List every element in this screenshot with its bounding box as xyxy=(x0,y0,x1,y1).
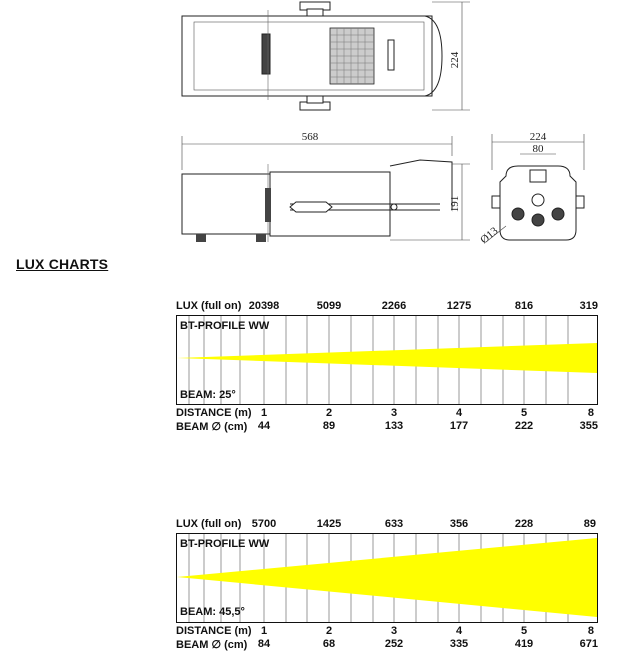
beam-diameter-value: 335 xyxy=(449,638,469,650)
distance-value: 5 xyxy=(520,407,528,419)
beam-diameter-label: BEAM ∅ (cm) xyxy=(176,421,248,433)
distance-value: 2 xyxy=(325,407,333,419)
distance-label: DISTANCE (m) xyxy=(176,625,252,637)
distance-value: 2 xyxy=(325,625,333,637)
model-label: BT-PROFILE WW xyxy=(180,538,270,550)
beam-diameter-value: 44 xyxy=(257,420,271,432)
distance-value: 4 xyxy=(455,625,463,637)
top-view-drawing xyxy=(170,0,480,112)
lux-value: 1275 xyxy=(446,300,472,312)
beam-diameter-value: 419 xyxy=(514,638,534,650)
model-label: BT-PROFILE WW xyxy=(180,320,270,332)
lux-chart-2 xyxy=(176,516,606,666)
lux-value: 633 xyxy=(384,518,404,530)
distance-value: 1 xyxy=(260,625,268,637)
beam-diameter-value: 177 xyxy=(449,420,469,432)
beam-diameter-value: 355 xyxy=(579,420,598,432)
front-inner-dim: 80 xyxy=(532,143,544,155)
beam-diameter-label: BEAM ∅ (cm) xyxy=(176,639,248,651)
beam-diameter-value: 84 xyxy=(257,638,271,650)
distance-value: 8 xyxy=(587,407,594,419)
lux-label: LUX (full on) xyxy=(176,300,242,312)
side-length-dim: 568 xyxy=(301,131,319,143)
top-height-dim: 224 xyxy=(449,51,461,69)
distance-value: 3 xyxy=(390,625,398,637)
lux-value: 816 xyxy=(514,300,534,312)
lux-value: 5700 xyxy=(251,518,277,530)
beam-diameter-value: 252 xyxy=(384,638,404,650)
side-height-dim: 191 xyxy=(449,195,461,213)
lux-chart-1 xyxy=(176,298,606,448)
beam-angle-label: BEAM: 25° xyxy=(180,389,236,401)
lux-value: 228 xyxy=(514,518,534,530)
lux-value: 319 xyxy=(579,300,598,312)
distance-value: 3 xyxy=(390,407,398,419)
distance-value: 5 xyxy=(520,625,528,637)
distance-label: DISTANCE (m) xyxy=(176,407,252,419)
lux-value: 356 xyxy=(449,518,469,530)
beam-diameter-value: 671 xyxy=(579,638,598,650)
lux-value: 89 xyxy=(583,518,596,530)
lux-label: LUX (full on) xyxy=(176,518,242,530)
front-width-dim: 224 xyxy=(529,131,547,143)
beam-diameter-value: 89 xyxy=(322,420,336,432)
lux-value: 1425 xyxy=(316,518,342,530)
lux-value: 2266 xyxy=(381,300,407,312)
distance-value: 4 xyxy=(455,407,463,419)
side-view-drawing xyxy=(170,130,480,250)
beam-diameter-value: 133 xyxy=(384,420,404,432)
front-view-drawing xyxy=(478,130,598,250)
lux-charts-title: LUX CHARTS xyxy=(16,256,109,272)
lux-value: 20398 xyxy=(248,300,280,312)
front-diameter-dim: Ø13 xyxy=(478,224,501,247)
beam-diameter-value: 222 xyxy=(514,420,534,432)
beam-diameter-value: 68 xyxy=(322,638,336,650)
beam-angle-label: BEAM: 45,5° xyxy=(180,606,245,618)
distance-value: 8 xyxy=(587,625,594,637)
distance-value: 1 xyxy=(260,407,268,419)
lux-value: 5099 xyxy=(316,300,342,312)
